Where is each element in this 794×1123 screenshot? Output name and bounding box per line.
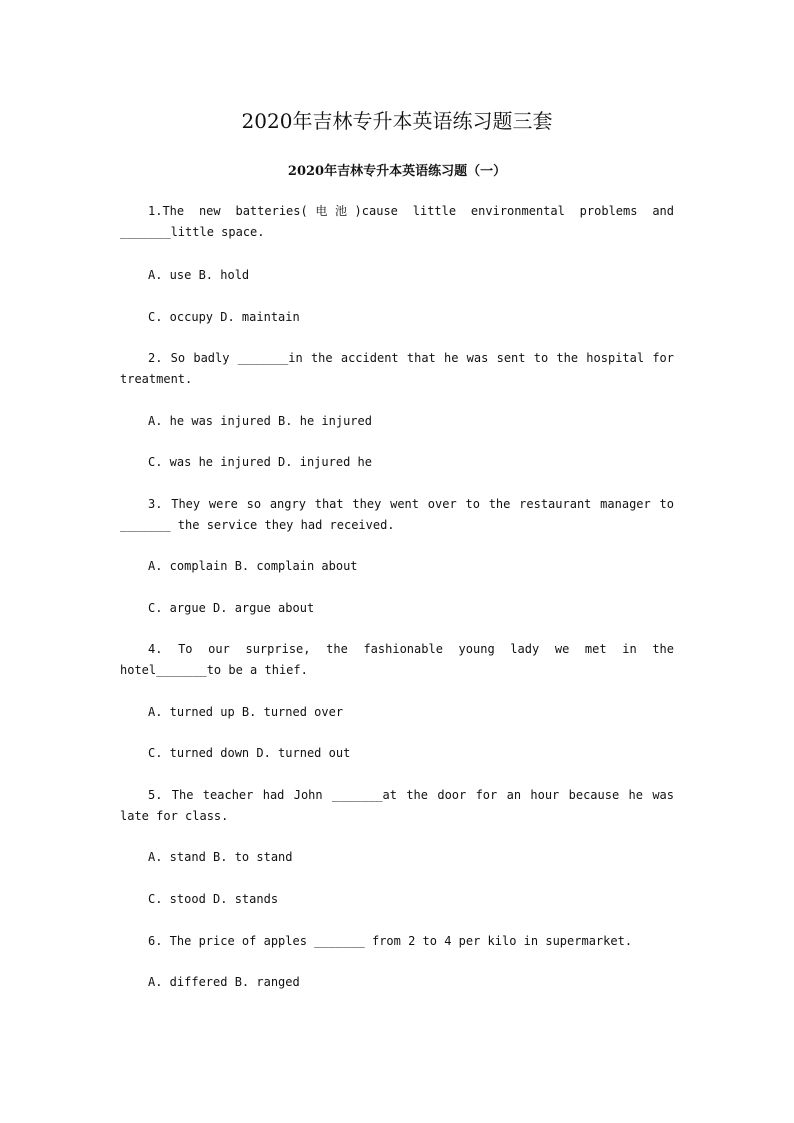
question-2-options-row-1: A. he was injured B. he injured (148, 414, 372, 428)
question-stem-3: 3. They were so angry that they went over to the restaurant manager to _______ the service they had received. (120, 497, 674, 532)
question-4-options-row-2: C. turned down D. turned out (148, 746, 351, 760)
question-4-options-row-1: A. turned up B. turned over (148, 705, 344, 719)
question-stem-4: 4. To our surprise, the fashionable young lady we met in the hotel_______to be a thief. (120, 642, 674, 677)
question-6-options-row-1: A. differed B. ranged (148, 975, 300, 989)
question-1-options-row-2: C. occupy D. maintain (148, 310, 300, 324)
document-title: 2020年吉林专升本英语练习题三套 (241, 109, 553, 133)
question-5-options-row-2: C. stood D. stands (148, 892, 279, 906)
question-stem-1: 1.The new batteries(电池)cause little environmental problems and _______little space. (120, 204, 674, 239)
question-5-options-row-1: A. stand B. to stand (148, 850, 293, 864)
question-stem-2: 2. So badly _______in the accident that he was sent to the hospital for treatment. (120, 351, 674, 386)
section-title: 2020年吉林专升本英语练习题（一） (287, 164, 507, 179)
question-stem-6: 6. The price of apples _______ from 2 to 4 per kilo in supermarket. (148, 934, 633, 948)
question-1-options-row-1: A. use B. hold (148, 268, 250, 282)
question-2-options-row-2: C. was he injured D. injured he (148, 455, 372, 469)
question-stem-5: 5. The teacher had John _______at the door for an hour because he was late for class. (120, 788, 674, 823)
question-3-options-row-1: A. complain B. complain about (148, 559, 358, 573)
question-3-options-row-2: C. argue D. argue about (148, 601, 315, 615)
